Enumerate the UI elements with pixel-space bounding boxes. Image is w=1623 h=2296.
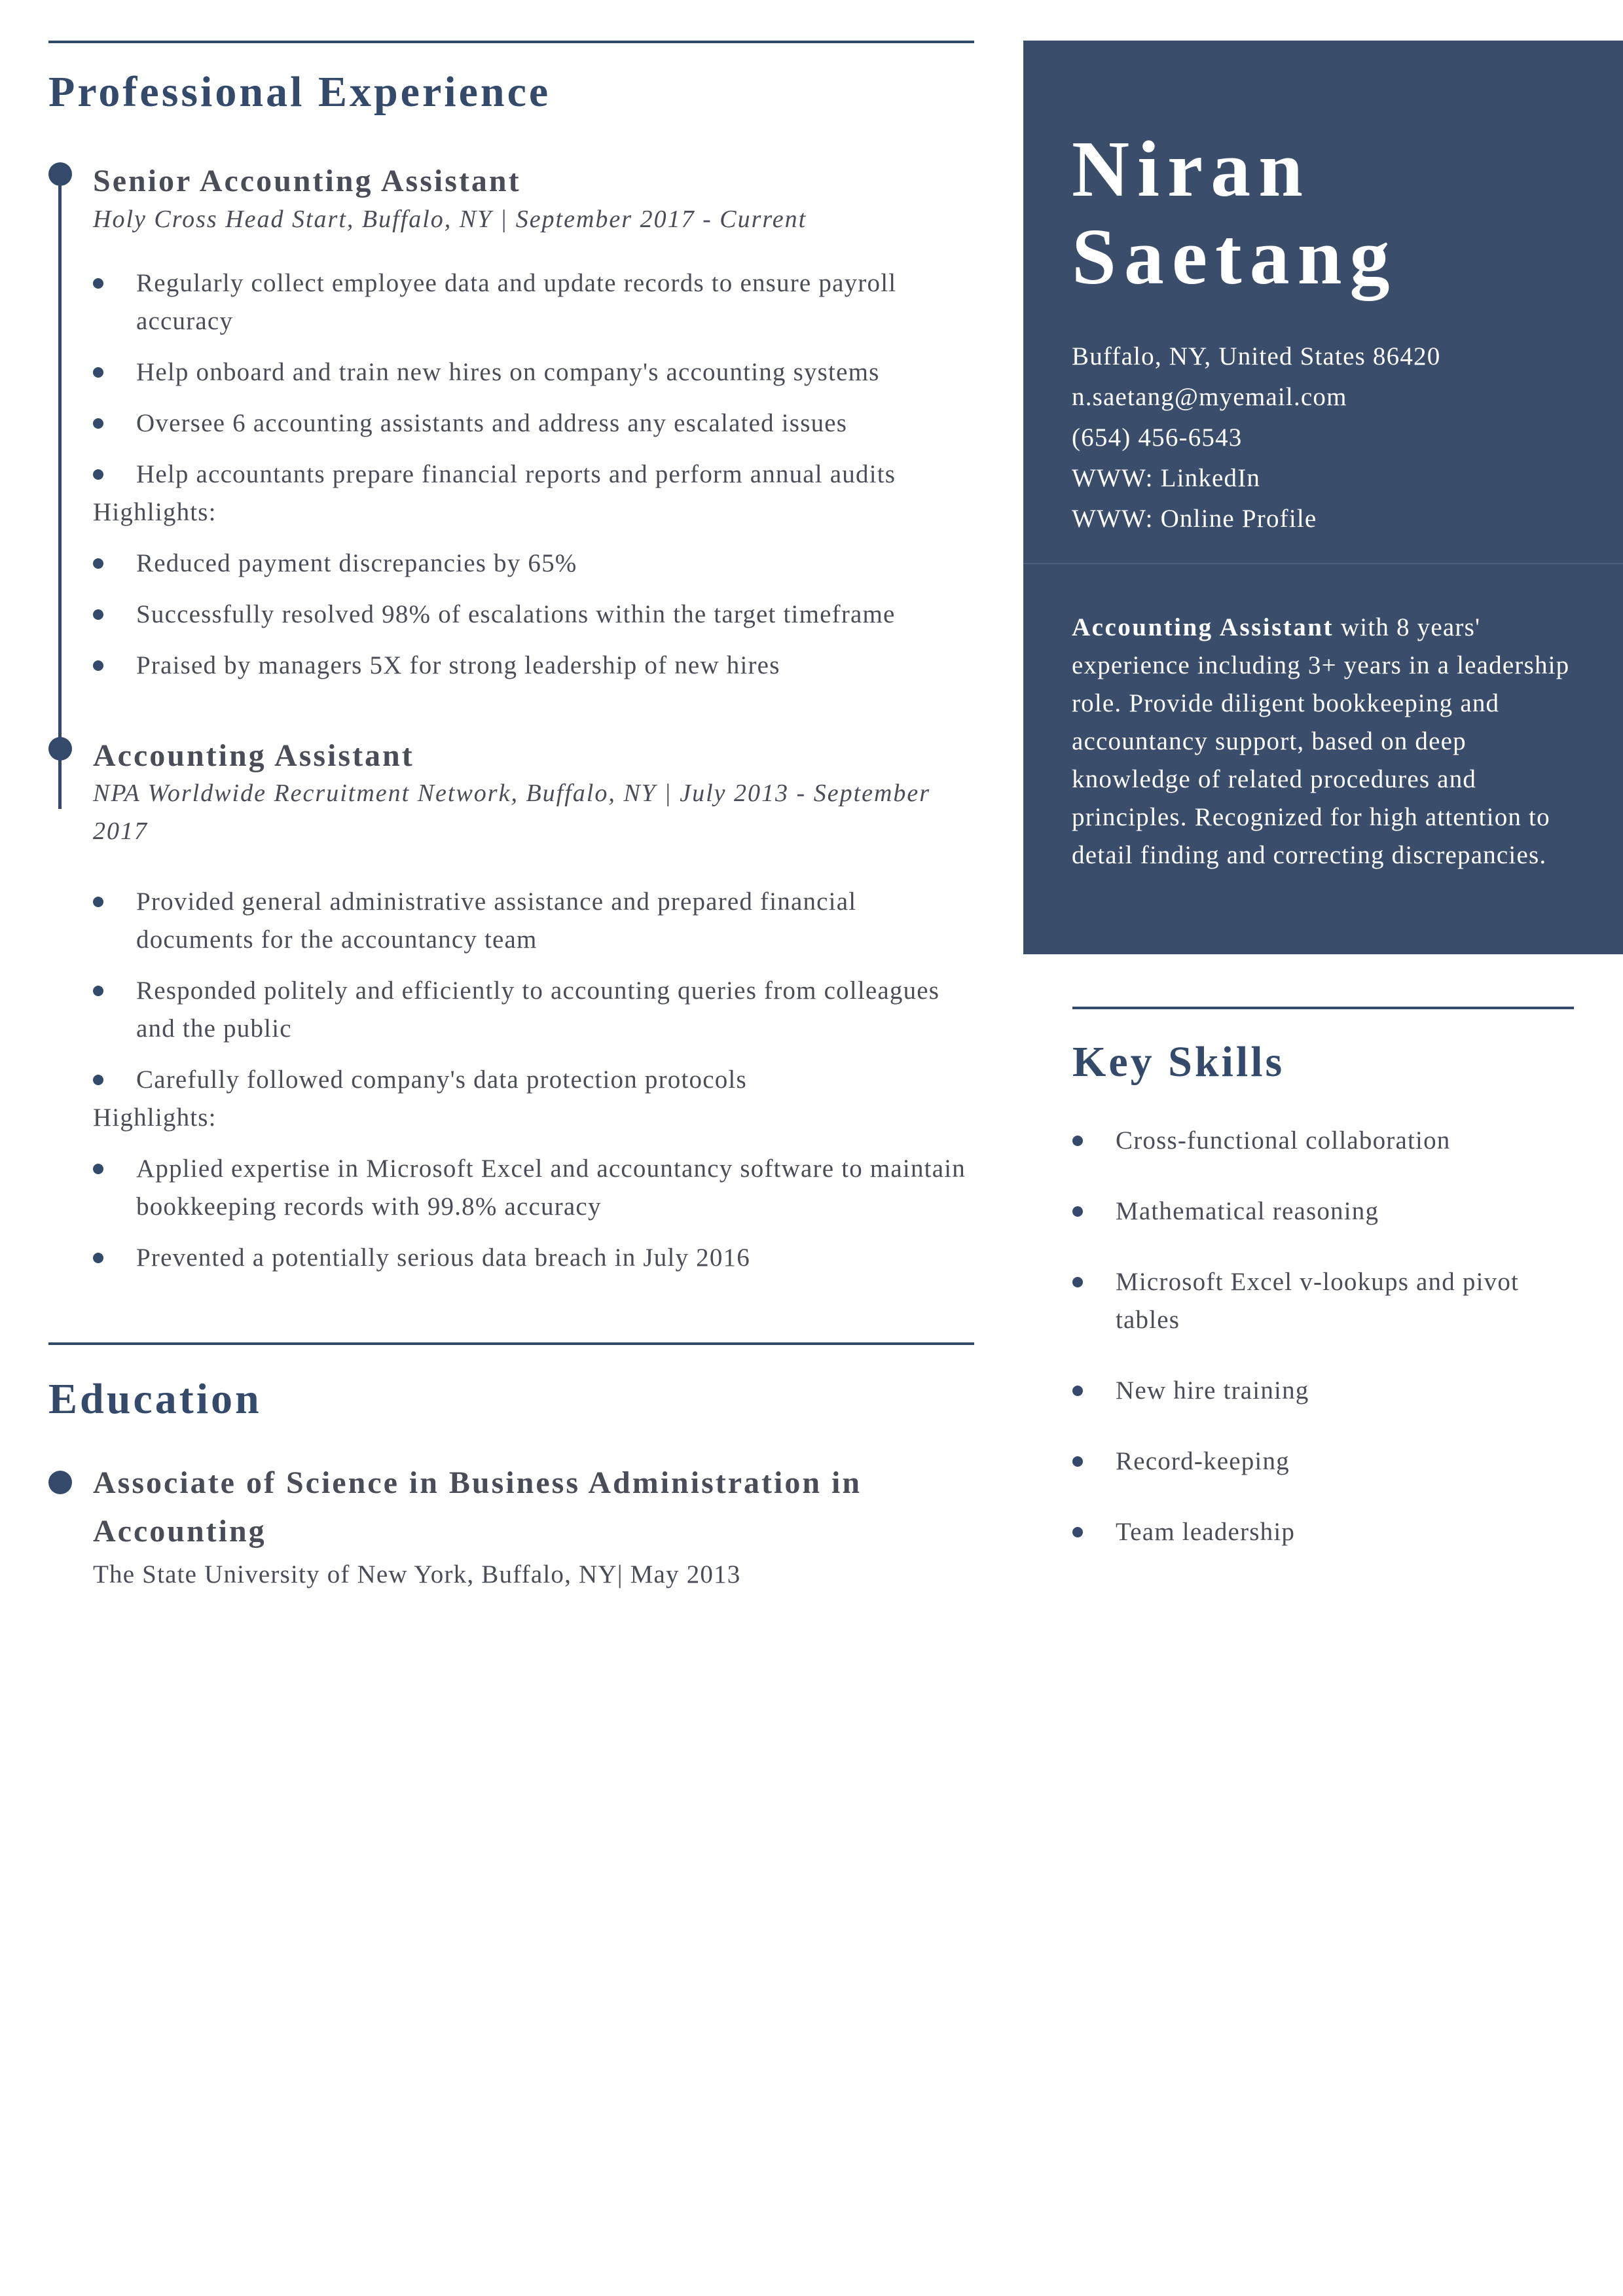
- highlight-item: Prevented a potentially serious data breach in July 2016: [93, 1239, 974, 1277]
- skills-rule: [1072, 1007, 1574, 1009]
- skill-item: Microsoft Excel v-lookups and pivot tables: [1072, 1263, 1574, 1339]
- highlight-list: [93, 545, 974, 685]
- highlight-item: Applied expertise in Microsoft Excel and accountancy software to maintain bookkeeping records with 99.8% accuracy: [93, 1150, 974, 1226]
- education-timeline: [48, 1459, 974, 1594]
- summary-text: with 8 years' experience including 3+ years in a leadership role. Provide diligent bookkeeping and accountancy support, based on deep knowledge of related procedures and principles. Recognized for high attention to detail finding and correcting discrepancies.: [1072, 613, 1570, 869]
- first-name: Niran: [1072, 125, 1311, 213]
- duty-item: Oversee 6 accounting assistants and address any escalated issues: [93, 404, 974, 442]
- timeline-line: [58, 174, 62, 809]
- highlights-label: Highlights:: [93, 1103, 217, 1132]
- left-column: [48, 0, 974, 1594]
- highlights-label: Highlights:: [93, 497, 217, 526]
- last-name: Saetang: [1072, 213, 1398, 301]
- duty-item: Provided general administrative assistance and prepared financial documents for the accountancy team: [93, 883, 974, 959]
- skills-list: [1072, 1122, 1574, 1551]
- highlight-item: Praised by managers 5X for strong leadership of new hires: [93, 647, 974, 685]
- job-entry: [93, 737, 974, 1278]
- timeline-dot: [48, 1471, 72, 1494]
- duty-item: Responded politely and efficiently to accounting queries from colleagues and the public: [93, 972, 974, 1048]
- skill-item: Mathematical reasoning: [1072, 1193, 1574, 1230]
- contact-linkedin: WWW: LinkedIn: [1072, 464, 1261, 492]
- timeline-dot: [48, 737, 72, 761]
- highlight-item: Successfully resolved 98% of escalations within the target timeframe: [93, 596, 974, 634]
- school-meta: The State University of New York, Buffalo, NY| May 2013: [93, 1560, 741, 1589]
- skills-heading: Key Skills: [1072, 1038, 1285, 1086]
- contact-address: Buffalo, NY, United States 86420: [1072, 342, 1441, 370]
- experience-heading: Professional Experience: [48, 68, 551, 116]
- duty-list: [93, 264, 974, 493]
- job-entry: [93, 162, 974, 685]
- candidate-name: [1072, 126, 1623, 301]
- duty-list: [93, 883, 974, 1099]
- contact-phone: (654) 456-6543: [1072, 423, 1243, 452]
- duty-item: Regularly collect employee data and update records to ensure payroll accuracy: [93, 264, 974, 340]
- timeline-dot: [48, 162, 72, 186]
- skill-item: Cross-functional collaboration: [1072, 1122, 1574, 1160]
- duty-item: Help accountants prepare financial reports and perform annual audits: [93, 456, 974, 493]
- professional-summary: [1023, 564, 1623, 874]
- education-entry: [93, 1459, 974, 1594]
- highlight-item: Reduced payment discrepancies by 65%: [93, 545, 974, 583]
- skill-item: Record-keeping: [1072, 1443, 1574, 1480]
- highlight-list: [93, 1150, 974, 1277]
- duty-item: Carefully followed company's data protection protocols: [93, 1061, 974, 1099]
- job-meta: NPA Worldwide Recruitment Network, Buffalo, NY | July 2013 - September 2017: [93, 780, 931, 846]
- job-title: Senior Accounting Assistant: [93, 164, 521, 198]
- duty-item: Help onboard and train new hires on company's accounting systems: [93, 353, 974, 391]
- header-block: [1023, 41, 1623, 954]
- degree-title: Associate of Science in Business Administration in Accounting: [93, 1465, 862, 1549]
- job-meta: Holy Cross Head Start, Buffalo, NY | September 2017 - Current: [93, 205, 807, 233]
- contact-profile: WWW: Online Profile: [1072, 505, 1317, 533]
- skills-section: [1072, 1007, 1574, 1584]
- skill-item: New hire training: [1072, 1372, 1574, 1410]
- experience-rule: [48, 41, 974, 43]
- experience-timeline: [48, 162, 974, 1277]
- skill-item: Team leadership: [1072, 1513, 1574, 1551]
- education-rule: [48, 1342, 974, 1345]
- header-contact-panel: [1023, 41, 1623, 564]
- education-heading: Education: [48, 1375, 262, 1424]
- contact-email: n.saetang@myemail.com: [1072, 383, 1347, 411]
- job-title: Accounting Assistant: [93, 738, 414, 773]
- summary-lead: Accounting Assistant: [1072, 613, 1334, 641]
